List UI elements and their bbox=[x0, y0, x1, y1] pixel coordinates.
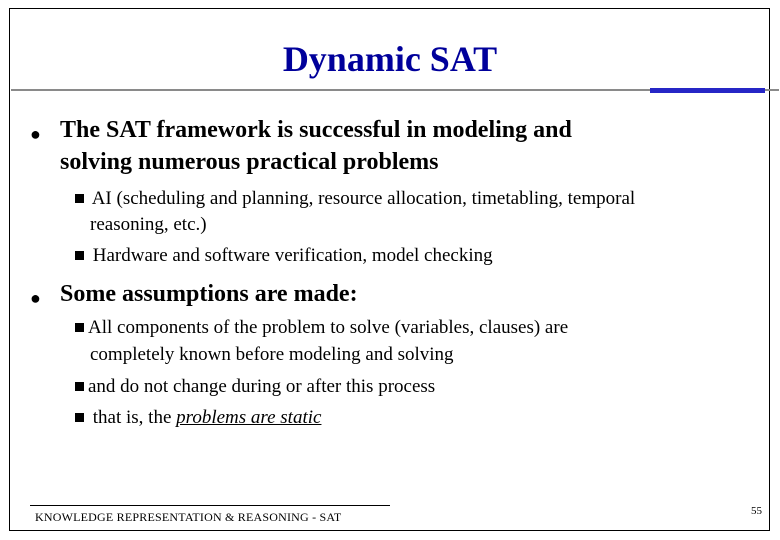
square-bullet-icon bbox=[75, 382, 84, 391]
sub-bullet-2-2: and do not change during or after this process bbox=[75, 374, 435, 400]
bullet-dot-icon: ● bbox=[30, 288, 41, 308]
sub-bullet-2-3: that is, the problems are static bbox=[75, 405, 321, 431]
sub-bullet-1-2: Hardware and software verification, model checking bbox=[75, 243, 493, 269]
sub-bullet-2-1: All components of the problem to solve (variables, clauses) are bbox=[75, 315, 568, 341]
square-bullet-icon bbox=[75, 323, 84, 332]
title-accent-bar bbox=[650, 88, 765, 93]
square-bullet-icon bbox=[75, 194, 84, 203]
emphasis-text: problems are static bbox=[176, 407, 322, 428]
slide-frame bbox=[9, 8, 770, 531]
page-number: 55 bbox=[751, 505, 762, 517]
footer-text: KNOWLEDGE REPRESENTATION & REASONING - SAT bbox=[35, 510, 342, 524]
sub-bullet-1-1-continued: reasoning, etc.) bbox=[90, 214, 207, 235]
slide-title: Dynamic SAT bbox=[282, 39, 498, 79]
sub-bullet-1-1: AI (scheduling and planning, resource allocation, timetabling, temporal bbox=[75, 186, 635, 212]
square-bullet-icon bbox=[75, 413, 84, 422]
footer-divider bbox=[30, 505, 390, 506]
bullet-dot-icon: ● bbox=[30, 124, 41, 144]
square-bullet-icon bbox=[75, 251, 84, 260]
sub-bullet-2-1-continued: completely known before modeling and solving bbox=[90, 344, 454, 365]
